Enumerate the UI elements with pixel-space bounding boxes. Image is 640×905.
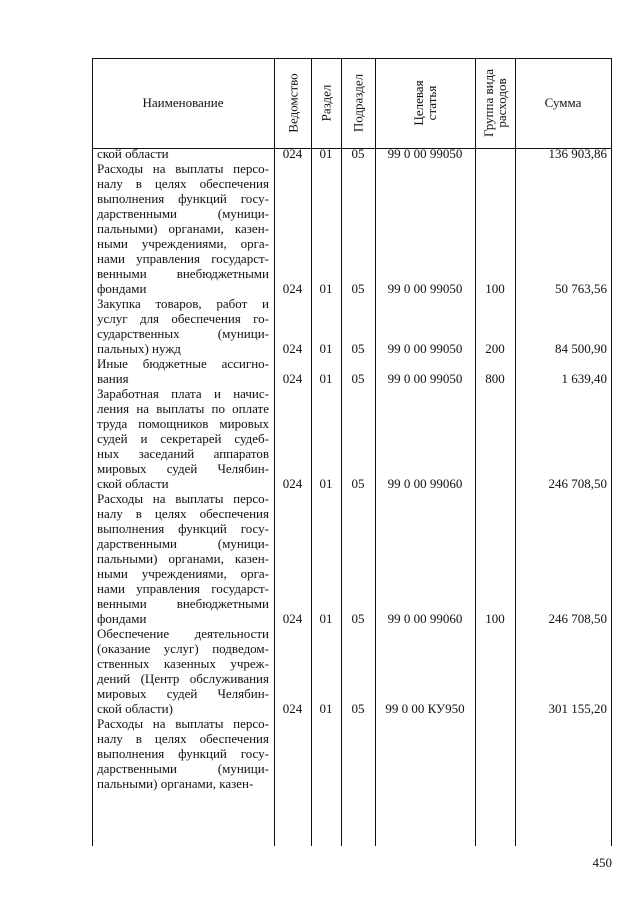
row-name-line: Обеспечение деятельности (97, 626, 269, 641)
row-razdel: 01 (319, 476, 333, 491)
row-name-line: услуг для обеспечения го- (97, 311, 269, 326)
row-name-line: пальными) органами, казен- (97, 776, 254, 791)
row-name-line: Расходы на выплаты персо- (97, 491, 269, 506)
row-name-line: фондами (97, 611, 147, 626)
row-vedomstvo: 024 (282, 371, 303, 386)
row-name-line: дений (Центр обслуживания (97, 671, 269, 686)
header-celevaya-line: Целевая (411, 80, 426, 126)
row-name-line: фондами (97, 281, 147, 296)
header-podrazdel-text: Подраздел (350, 73, 366, 133)
row-vedomstvo: 024 (282, 701, 303, 716)
page-number: 450 (592, 855, 612, 870)
row-podrazdel: 05 (351, 701, 365, 716)
row-razdel: 01 (319, 371, 333, 386)
row-name-line: дарственными (муници- (97, 206, 269, 221)
row-celevaya: 99 0 00 КУ950 (385, 701, 465, 716)
row-vedomstvo: 024 (282, 611, 303, 626)
row-name-line: мировых судей Челябин- (97, 686, 269, 701)
row-celevaya: 99 0 00 99060 (387, 476, 463, 491)
table-right-border (611, 58, 612, 846)
row-name-line: пальных) нужд (97, 341, 181, 356)
row-name-line: ными учреждениями, орга- (97, 566, 269, 581)
row-name-line: труда помощников мировых (97, 416, 269, 431)
row-summa: 136 903,86 (548, 146, 607, 161)
header-gruppa (475, 58, 515, 148)
row-name-line: налу в целях обеспечения (97, 731, 269, 746)
row-gruppa: 100 (485, 611, 505, 626)
row-podrazdel: 05 (351, 341, 365, 356)
row-name-line: пальными) органами, казен- (97, 221, 269, 236)
header-gruppa-line: Группа вида (481, 69, 496, 137)
table-left-border (92, 58, 93, 846)
row-name-line: ными учреждениями, орга- (97, 236, 269, 251)
row-summa: 246 708,50 (548, 611, 607, 626)
row-name-line: ской области) (97, 701, 173, 716)
row-name-line: Иные бюджетные ассигно- (97, 356, 269, 371)
row-name-line: венными внебюджетными (97, 596, 269, 611)
row-vedomstvo: 024 (282, 341, 303, 356)
row-gruppa: 800 (485, 371, 505, 386)
column-divider (375, 58, 376, 846)
row-vedomstvo: 024 (282, 146, 303, 161)
row-name-line: Заработная плата и начис- (97, 386, 269, 401)
header-vedomstvo-text: Ведомство (285, 73, 300, 133)
header-name-text: Наименование (142, 95, 224, 110)
row-name-line: судей и секретарей судеб- (97, 431, 269, 446)
row-celevaya: 99 0 00 99060 (387, 611, 463, 626)
row-podrazdel: 05 (351, 146, 365, 161)
header-celevaya (375, 58, 475, 148)
row-name-line: налу в целях обеспечения (97, 506, 269, 521)
row-name-line: выполнения функций госу- (97, 746, 269, 761)
column-divider (311, 58, 312, 846)
header-summa-text: Сумма (544, 95, 582, 110)
row-name-line: пальными) органами, казен- (97, 551, 269, 566)
row-podrazdel: 05 (351, 281, 365, 296)
row-razdel: 01 (319, 341, 333, 356)
row-name-line: (оказание услуг) подведом- (97, 641, 269, 656)
row-name-line: сударственных (муници- (97, 326, 269, 341)
header-podrazdel (341, 58, 375, 148)
row-summa: 1 639,40 (561, 371, 607, 386)
header-razdel (311, 58, 341, 148)
header-celevaya-line: статья (424, 85, 439, 121)
row-summa: 84 500,90 (555, 341, 607, 356)
row-name-line: дарственными (муници- (97, 536, 269, 551)
row-gruppa: 100 (485, 281, 505, 296)
row-summa: 301 155,20 (548, 701, 607, 716)
row-name-line: нами управления государст- (97, 251, 269, 266)
row-name-line: мировых судей Челябин- (97, 461, 269, 476)
row-name-line: ления на выплаты по оплате (97, 401, 269, 416)
row-gruppa: 200 (485, 341, 505, 356)
row-name-line: выполнения функций госу- (97, 191, 269, 206)
row-razdel: 01 (319, 281, 333, 296)
row-name-line: ственных казенных учреж- (97, 656, 269, 671)
row-name-line: выполнения функций госу- (97, 521, 269, 536)
row-name-line: вания (97, 371, 129, 386)
header-vedomstvo (274, 58, 311, 148)
header-gruppa-text (482, 69, 508, 137)
row-podrazdel: 05 (351, 476, 365, 491)
row-name-line: венными внебюджетными (97, 266, 269, 281)
header-celevaya-text (412, 80, 438, 125)
column-divider (475, 58, 476, 846)
row-name-line: Расходы на выплаты персо- (97, 716, 269, 731)
row-vedomstvo: 024 (282, 476, 303, 491)
row-razdel: 01 (319, 146, 333, 161)
row-name-line: Закупка товаров, работ и (97, 296, 269, 311)
row-name-line: дарственными (муници- (97, 761, 269, 776)
row-name-line: ской области (97, 146, 169, 161)
header-razdel-text: Раздел (318, 84, 334, 122)
row-name-line: Расходы на выплаты персо- (97, 161, 269, 176)
row-celevaya: 99 0 00 99050 (387, 146, 463, 161)
row-podrazdel: 05 (351, 371, 365, 386)
row-summa: 246 708,50 (548, 476, 607, 491)
column-divider (515, 58, 516, 846)
row-name-line: ных заседаний аппаратов (97, 446, 269, 461)
column-divider (274, 58, 275, 846)
row-name-line: нами управления государст- (97, 581, 269, 596)
row-celevaya: 99 0 00 99050 (387, 341, 463, 356)
row-name-line: ской области (97, 476, 169, 491)
header-name (92, 58, 274, 148)
header-gruppa-line: расходов (494, 78, 509, 128)
row-summa: 50 763,56 (555, 281, 607, 296)
column-divider (341, 58, 342, 846)
row-razdel: 01 (319, 611, 333, 626)
row-name-line: налу в целях обеспечения (97, 176, 269, 191)
row-razdel: 01 (319, 701, 333, 716)
row-celevaya: 99 0 00 99050 (387, 281, 463, 296)
header-summa (515, 58, 611, 148)
row-celevaya: 99 0 00 99050 (387, 371, 463, 386)
row-podrazdel: 05 (351, 611, 365, 626)
row-vedomstvo: 024 (282, 281, 303, 296)
